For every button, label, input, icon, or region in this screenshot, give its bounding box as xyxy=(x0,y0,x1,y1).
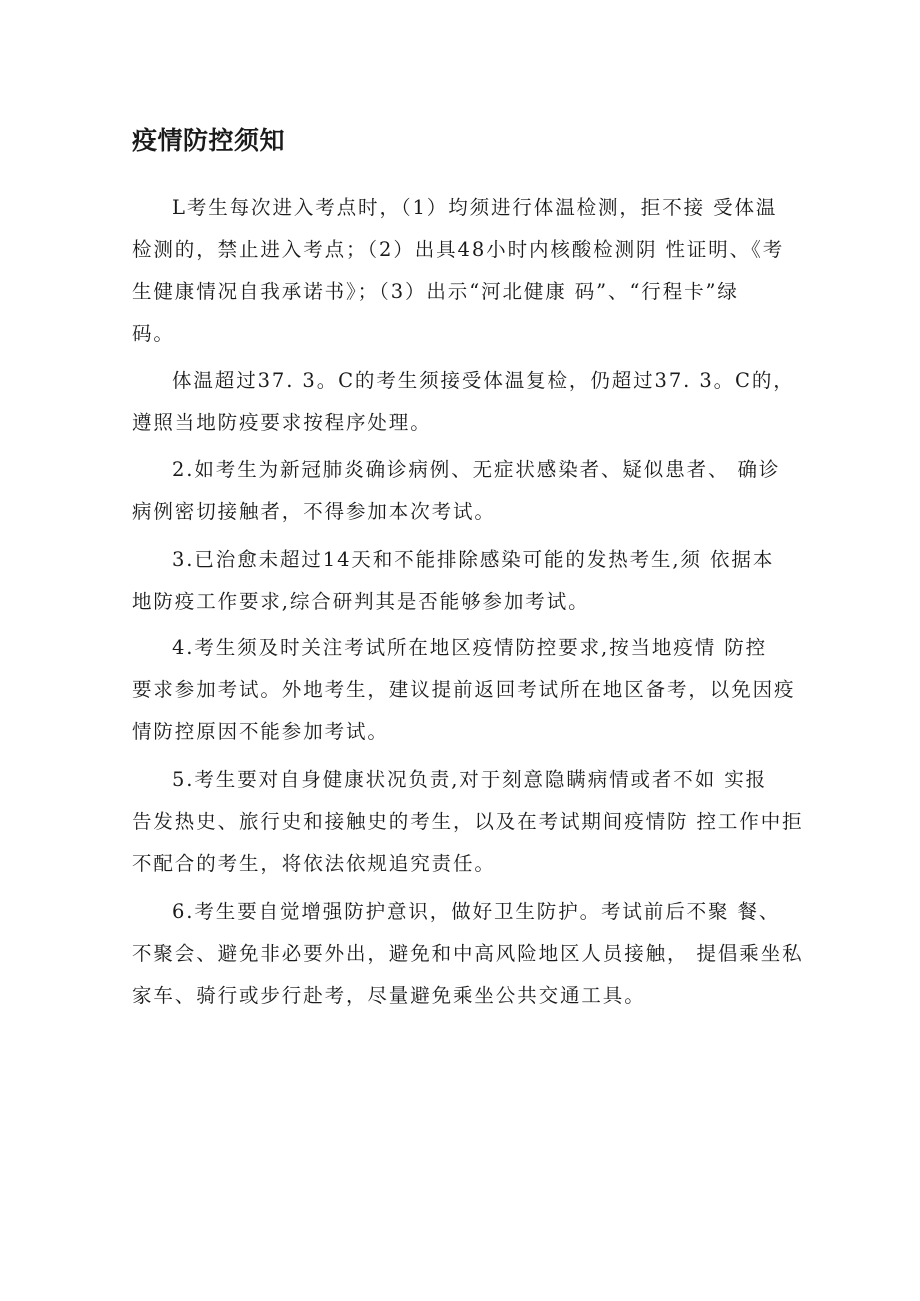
paragraph-line: 6.考生要自觉增强防护意识，做好卫生防护。考试前后不聚 餐、 xyxy=(172,900,781,923)
paragraph-line: 检测的，禁止进入考点；（2）出具48小时内核酸检测阴 性证明、《考 xyxy=(132,238,785,261)
paragraph-responsibility xyxy=(132,759,812,885)
paragraph-line: 不聚会、避免非必要外出，避免和中高风险地区人员接触， 提倡乘坐私 xyxy=(132,942,804,965)
paragraph-line: 遵照当地防疫要求按程序处理。 xyxy=(132,411,432,434)
paragraph-line: 码。 xyxy=(132,322,175,345)
paragraph-local-requirements xyxy=(132,627,812,753)
paragraph-line: 地防疫工作要求,综合研判其是否能够参加考试。 xyxy=(132,590,590,613)
paragraph-line: 2.如考生为新冠肺炎确诊病例、无症状感染者、疑似患者、 确诊 xyxy=(172,458,781,481)
paragraph-protection xyxy=(132,891,812,1017)
paragraph-line: 体温超过37. 3。C的考生须接受体温复检，仍超过37. 3。C的， xyxy=(172,369,795,392)
paragraph-confirmed-cases xyxy=(132,449,812,533)
paragraph-line: 情防控原因不能参加考试。 xyxy=(132,720,389,743)
paragraph-line: 生健康情况自我承诺书》；（3）出示“河北健康 码”、“行程卡”绿 xyxy=(132,280,739,303)
paragraph-line: 病例密切接触者，不得参加本次考试。 xyxy=(132,500,496,523)
page-title: 疫情防控须知 xyxy=(132,126,286,155)
paragraph-temperature-recheck xyxy=(132,360,812,444)
paragraph-line: 要求参加考试。外地考生，建议提前返回考试所在地区备考，以免因疫 xyxy=(132,678,796,701)
paragraph-recovered-candidates xyxy=(132,539,812,623)
paragraph-line: 不配合的考生，将依法依规追究责任。 xyxy=(132,852,496,875)
paragraph-line: 3.已治愈未超过14天和不能排除感染可能的发热考生,须 依据本 xyxy=(172,548,775,571)
paragraph-line: 家车、骑行或步行赴考，尽量避免乘坐公共交通工具。 xyxy=(132,984,646,1007)
paragraph-line: 5.考生要对自身健康状况负责,对于刻意隐瞒病情或者不如 实报 xyxy=(172,768,768,791)
paragraph-line: L考生每次进入考点时，（1）均须进行体温检测，拒不接 受体温 xyxy=(172,196,778,219)
paragraph-entry-requirements xyxy=(132,187,812,355)
paragraph-line: 4.考生须及时关注考试所在地区疫情防控要求,按当地疫情 防控 xyxy=(172,636,768,659)
paragraph-line: 告发热史、旅行史和接触史的考生，以及在考试期间疫情防 控工作中拒 xyxy=(132,810,804,833)
